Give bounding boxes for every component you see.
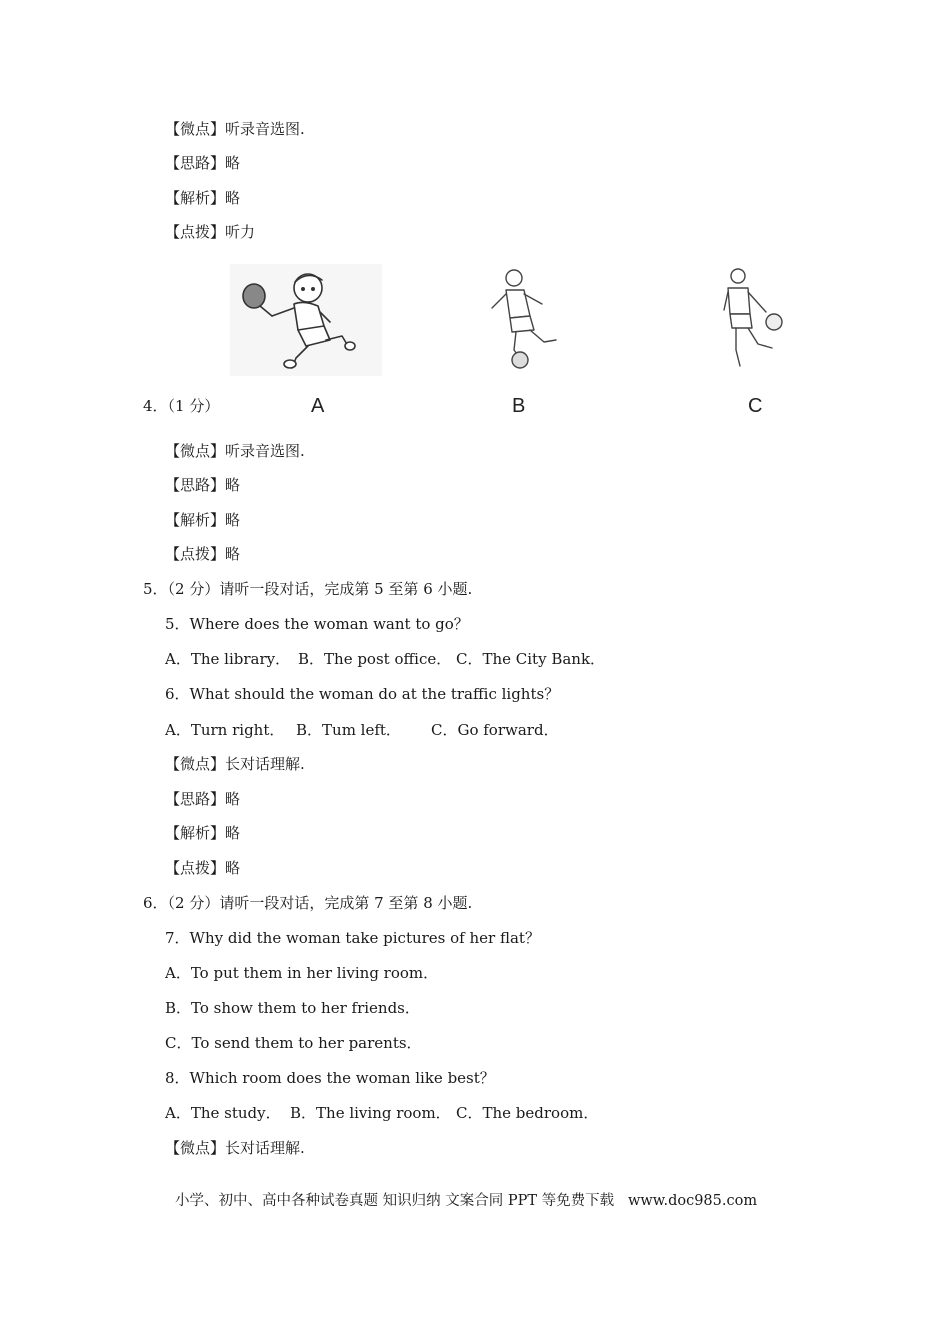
- q6-sub8-question: 8．Which room does the woman like best？: [165, 1069, 495, 1087]
- dianbo-label: 【点拨】略: [165, 545, 241, 563]
- page-footer: 小学、初中、高中各种试卷真题 知识归纳 文案合同 PPT 等免费下载 www.doc985.com: [175, 1193, 758, 1209]
- q5-sub5-option-a: A．The library．: [165, 650, 291, 668]
- q6-header: 6．（2 分）请听一段对话，完成第 7 至第 8 小题.: [143, 894, 473, 912]
- q5-sub5-option-b: B．The post office．: [298, 650, 452, 668]
- weidian-label: 【微点】长对话理解.: [165, 1139, 305, 1157]
- option-b-letter: B: [512, 395, 526, 417]
- q5-sub5-question: 5．Where does the woman want to go？: [165, 615, 469, 633]
- weidian-label: 【微点】听录音选图.: [165, 442, 305, 460]
- silu-label: 【思路】略: [165, 476, 241, 494]
- option-c-letter: C: [748, 395, 763, 417]
- silu-label: 【思路】略: [165, 154, 241, 172]
- jiexi-label: 【解析】略: [165, 189, 241, 207]
- weidian-label: 【微点】长对话理解.: [165, 755, 305, 773]
- jiexi-label: 【解析】略: [165, 511, 241, 529]
- dianbo-label: 【点拨】听力: [165, 223, 256, 241]
- q5-sub6-option-a: A．Turn right．: [165, 721, 285, 739]
- option-a-letter: A: [311, 395, 325, 417]
- football-player-icon: [486, 266, 566, 372]
- q6-sub7-question: 7．Why did the woman take pictures of her flat？: [165, 929, 540, 947]
- q5-sub6-option-b: B．Tum left．: [296, 721, 401, 739]
- q6-sub7-option-c: C．To send them to her parents．: [165, 1034, 422, 1052]
- tennis-player-icon: [230, 264, 382, 376]
- jiexi-label: 【解析】略: [165, 824, 241, 842]
- q6-sub8-option-b: B．The living room．: [290, 1104, 451, 1122]
- q5-sub6-option-c: C．Go forward．: [431, 721, 559, 739]
- q6-sub7-option-b: B．To show them to her friends．: [165, 999, 420, 1017]
- q6-sub7-option-a: A．To put them in her living room．: [165, 964, 439, 982]
- silu-label: 【思路】略: [165, 790, 241, 808]
- q5-header: 5．（2 分）请听一段对话，完成第 5 至第 6 小题.: [143, 580, 473, 598]
- q5-sub5-option-c: C．The City Bank．: [456, 650, 606, 668]
- q4-label: 4．（1 分）: [143, 397, 220, 415]
- weidian-label: 【微点】听录音选图.: [165, 120, 305, 138]
- q6-sub8-option-a: A．The study．: [165, 1104, 281, 1122]
- basketball-player-icon: [712, 266, 792, 372]
- dianbo-label: 【点拨】略: [165, 859, 241, 877]
- q6-sub8-option-c: C．The bedroom．: [456, 1104, 599, 1122]
- q5-sub6-question: 6．What should the woman do at the traffic lights？: [165, 685, 560, 703]
